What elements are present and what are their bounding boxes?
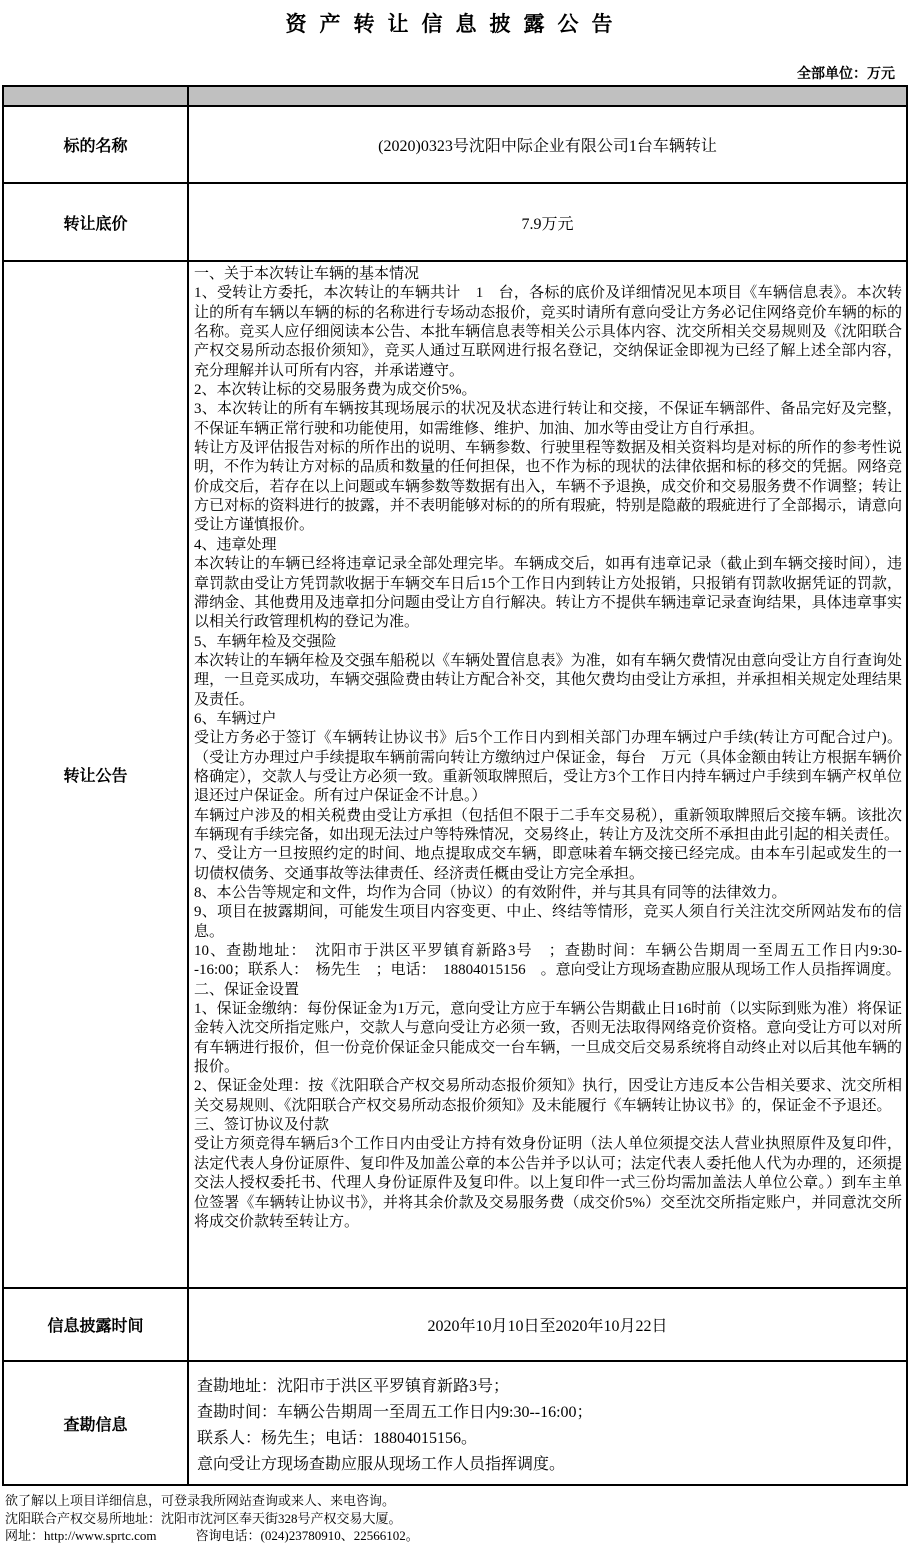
header-cell-value bbox=[189, 87, 908, 107]
footer-line-address: 沈阳联合产权交易所地址：沈阳市沈河区奉天街328号产权交易大厦。 bbox=[5, 1510, 402, 1526]
notice-paragraph: 6、车辆过户 bbox=[194, 710, 277, 727]
survey-line-address: 查勘地址：沈阳市于洪区平罗镇育新路3号； bbox=[197, 1378, 510, 1395]
survey-info-text bbox=[189, 1362, 906, 1478]
notice-paragraph: 转让方及评估报告对标的所作出的说明、车辆参数、行驶里程等数据及相关资料均是对标的所作的参考性说明，不作为转让方对标的品质和数量的任何担保，也不作为标的现状的法律依据和标的移交的凭据。网络竞价成交后，若存在以上问题或车辆参数等数据有出入，车辆不予退换，成交价和交易服务费不作调整；转让方已对标的资料进行的披露，并不表明能够对标的的所有瑕疵，特别是隐蔽的瑕疵进行了全部揭示，请意向受让方谨慎报价。 bbox=[194, 440, 902, 534]
notice-paragraph: 4、违章处理 bbox=[194, 536, 277, 553]
row-value-survey-info bbox=[189, 1362, 908, 1486]
notice-paragraph: 受让方务必于签订《车辆转让协议书》后5个工作日内到相关部门办理车辆过户手续(转让方可配合过户)。（受让方办理过户手续提取车辆前需向转让方缴纳过户保证金，每台 万元（具体金额由转让方根据车辆价格确定），交款人与受让方必须一致。重新领取牌照后，受让方3个工作日内持车辆过户手续到车辆产权单位退还过户保证金。所有过户保证金不计息。） bbox=[194, 730, 902, 805]
notice-paragraph: 受让方须竞得车辆后3个工作日内由受让方持有效身份证明（法人单位须提交法人营业执照原件及复印件，法定代表人身份证原件、复印件及加盖公章的本公告并予以认可；法定代表人委托他人代为办理的，还须提交法人授权委托书、代理人身份证原件及复印件。以上复印件一式三份均需加盖法人单位公章。）到车主单位签署《车辆转让协议书》，并将其余价款及交易服务费（成交价5%）交至沈交所指定账户，并同意沈交所将成交价款转至转让方。 bbox=[194, 1136, 902, 1230]
notice-paragraph: 二、保证金设置 bbox=[194, 981, 300, 998]
notice-paragraph: 8、本公告等规定和文件，均作为合同（协议）的有效附件，并与其具有同等的法律效力。 bbox=[194, 885, 787, 901]
notice-paragraph: 5、车辆年检及交强险 bbox=[194, 633, 337, 650]
notice-paragraph: 10、查勘地址： 沈阳市于洪区平罗镇育新路3号 ；查勘时间：车辆公告期周一至周五工作日内9:30--16:00；联系人： 杨先生 ；电话： 18804015156 。意向受让方现场查勘应服从现场工作人员指挥调度。 bbox=[194, 943, 902, 979]
table-row-transfer-notice bbox=[4, 262, 908, 1289]
transfer-notice-text bbox=[189, 262, 906, 1232]
disclosure-table bbox=[2, 85, 908, 1486]
unit-note: 全部单位：万元 bbox=[797, 67, 895, 82]
notice-paragraph: 车辆过户涉及的相关税费由受让方承担（包括但不限于二手车交易税），重新领取牌照后交接车辆。该批次车辆现有手续完备，如出现无法过户等特殊情况，交易终止，转让方及沈交所不承担由此引起的相关责任。 bbox=[194, 807, 902, 843]
table-row-disclosure-time bbox=[4, 1289, 908, 1362]
notice-paragraph: 一、关于本次转让车辆的基本情况 bbox=[194, 266, 420, 282]
notice-paragraph: 2、保证金处理：按《沈阳联合产权交易所动态报价须知》执行，因受让方违反本公告相关要求、沈交所相关交易规则、《沈阳联合产权交易所动态报价须知》及未能履行《车辆转让协议书》的，保证金不予退还。 bbox=[194, 1078, 902, 1114]
row-label-disclosure-time: 信息披露时间 bbox=[4, 1289, 189, 1362]
table-header-row bbox=[4, 87, 908, 107]
footer-line-contact: 网址：http://www.sprtc.com 咨询电话：(024)23780910、22566102。 bbox=[5, 1528, 419, 1543]
notice-paragraph: 9、项目在披露期间，可能发生项目内容变更、中止、终结等情形，竞买人须自行关注沈交所网站发布的信息。 bbox=[194, 904, 902, 940]
table-row-target-name bbox=[4, 107, 908, 184]
page-title: 资产转让信息披露公告 bbox=[285, 12, 626, 36]
survey-line-time: 查勘时间：车辆公告期周一至周五工作日内9:30--16:00； bbox=[197, 1404, 593, 1421]
row-label-survey-info: 查勘信息 bbox=[4, 1362, 189, 1486]
header-cell-label bbox=[4, 87, 189, 107]
row-label-target-name: 标的名称 bbox=[4, 107, 189, 184]
notice-paragraph: 本次转让的车辆已经将违章记录全部处理完毕。车辆成交后，如再有违章记录（截止到车辆交接时间），违章罚款由受让方凭罚款收据于车辆交车日后15个工作日内到转让方处报销，只报销有罚款收据凭证的罚款，滞纳金、其他费用及违章扣分问题由受让方自行解决。转让方不提供车辆违章记录查询结果，具体违章事实以相关行政管理机构的登记为准。 bbox=[194, 556, 902, 631]
table-row-survey-info bbox=[4, 1362, 908, 1486]
notice-paragraph: 3、本次转让的所有车辆按其现场展示的状况及状态进行转让和交接，不保证车辆部件、备品完好及完整，不保证车辆正常行驶和功能使用，如需维修、维护、加油、加水等由受让方自行承担。 bbox=[194, 401, 902, 437]
notice-paragraph: 1、受转让方委托，本次转让的车辆共计 1 台，各标的底价及详细情况见本项目《车辆信息表》。本次转让的所有车辆以车辆的标的名称进行专场动态报价，竞买时请所有意向受让方务必记住网络竞价车辆的标的名称。竞买人应仔细阅读本公告、本批车辆信息表等相关公示具体内容、沈交所相关交易规则及《沈阳联合产权交易所动态报价须知》，竞买人通过互联网进行报名登记，交纳保证金即视为已经了解上述全部内容，充分理解并认可所有内容，并承诺遵守。 bbox=[194, 285, 902, 379]
row-value-target-name: (2020)0323号沈阳中际企业有限公司1台车辆转让 bbox=[189, 107, 908, 184]
notice-paragraph: 三、签订协议及付款 bbox=[194, 1117, 330, 1134]
survey-line-contact: 联系人：杨先生；电话：18804015156。 bbox=[197, 1430, 478, 1447]
notice-paragraph: 2、本次转让标的交易服务费为成交价5%。 bbox=[194, 382, 477, 399]
row-value-base-price: 7.9万元 bbox=[189, 184, 908, 262]
notice-paragraph: 7、受让方一旦按照约定的时间、地点提取成交车辆，即意味着车辆交接已经完成。由本车引起或发生的一切债权债务、交通事故等法律责任、经济责任概由受让方完全承担。 bbox=[194, 846, 902, 882]
row-label-transfer-notice: 转让公告 bbox=[4, 262, 189, 1289]
notice-paragraph: 1、保证金缴纳：每份保证金为1万元，意向受让方应于车辆公告期截止日16时前（以实际到账为准）将保证金转入沈交所指定账户，交款人与意向受让方必须一致，否则无法取得网络竞价资格。意向受让方可以对所有车辆进行报价，但一份竞价保证金只能成交一台车辆，一旦成交后交易系统将自动终止对以后其他车辆的报价。 bbox=[194, 1001, 902, 1076]
notice-paragraph: 本次转让的车辆年检及交强车船税以《车辆处置信息表》为准，如有车辆欠费情况由意向受让方自行查询处理，一旦竞买成功，车辆交强险费由转让方配合补交，其他欠费均由受让方承担，并承担相关规定处理结果及责任。 bbox=[194, 652, 902, 708]
row-value-transfer-notice bbox=[189, 262, 908, 1289]
row-value-disclosure-time: 2020年10月10日至2020年10月22日 bbox=[189, 1289, 908, 1362]
page-footer bbox=[5, 1492, 906, 1545]
table-row-base-price bbox=[4, 184, 908, 262]
survey-line-note: 意向受让方现场查勘应服从现场工作人员指挥调度。 bbox=[197, 1456, 566, 1473]
footer-line-info: 欲了解以上项目详细信息，可登录我所网站查询或来人、来电咨询。 bbox=[5, 1493, 396, 1508]
row-label-base-price: 转让底价 bbox=[4, 184, 189, 262]
